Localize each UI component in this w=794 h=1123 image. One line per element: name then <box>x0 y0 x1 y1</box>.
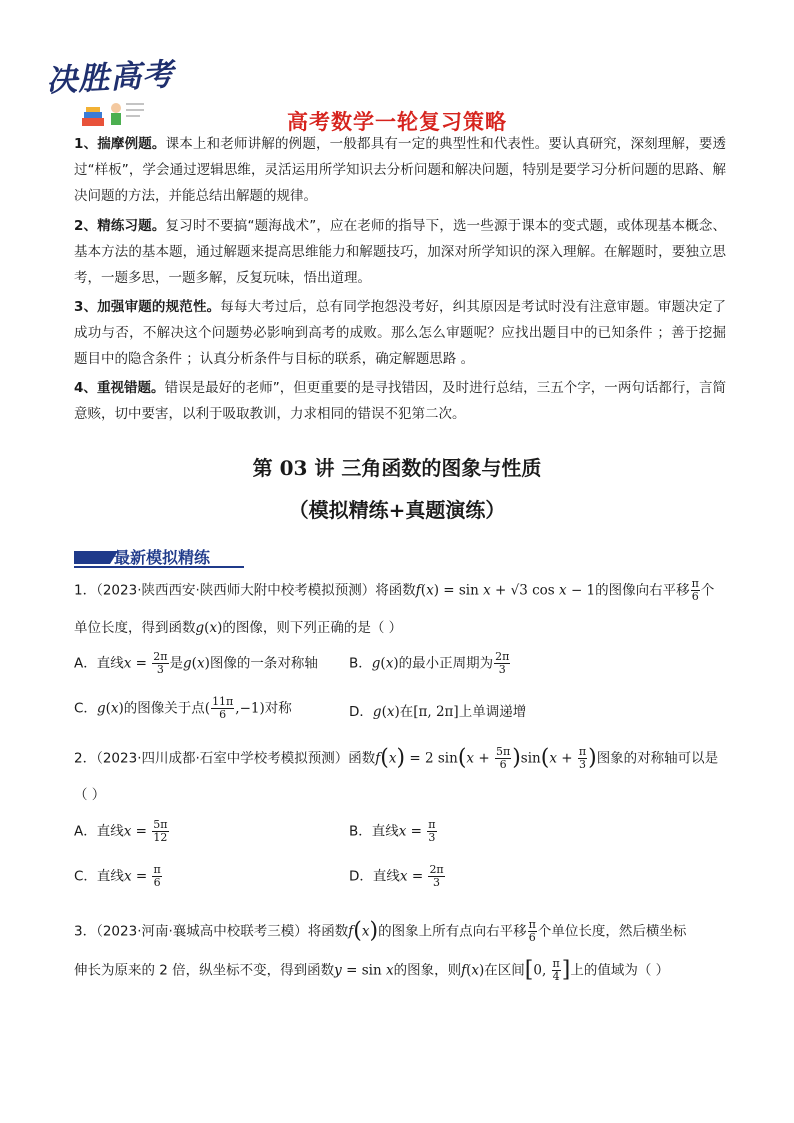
q2-option-b: B．直线x = $\frac{\pi}{3}$ <box>349 818 436 844</box>
q2-option-a: A．直线x = $\frac{5\pi}{12}$ <box>74 818 168 844</box>
option-label: D． <box>349 704 373 720</box>
question-text: 上的值域为（ ） <box>570 962 670 979</box>
strategy-item-2 <box>74 213 726 291</box>
question-3-line2: 伸长为原来的 2 倍，纵坐标不变，得到函数y = sin x的图象，则f(x)在区间[0, $\frac{\pi}{4}$ ]上的值域为（ ） <box>74 957 670 983</box>
strategy-head: 4、重视错题。 <box>74 380 165 396</box>
question-text: 伸长为原来的 2 倍，纵坐标不变，得到函数 <box>74 962 335 979</box>
question-source: （2023·河南·襄城高中校联考三模） <box>96 923 308 940</box>
strategy-body: 课本上和老师讲解的例题，一般都具有一定的典型性和代表性。要认真研究，深刻理解，要透过“样板”，学会通过逻辑思维，灵活运用所学知识去分析问题和解决问题，特别是要学习分析问题的思路、解决问题的方法，并能总结出解题的规律。 <box>74 136 726 204</box>
q2-option-d: D．直线x = $\frac{2\pi}{3}$ <box>349 863 444 889</box>
strategy-head: 2、精练习题。 <box>74 218 166 234</box>
question-text: 在区间 <box>484 962 525 979</box>
option-text: 在 <box>399 704 414 720</box>
question-text: 的图像向右平移 <box>595 582 690 599</box>
question-text: 将函数 <box>307 923 349 940</box>
question-3: 3．（2023·河南·襄城高中校联考三模）将函数f(x)的图象上所有点向右平移 $\frac{\pi}{6}$ 个单位长度，然后横坐标 <box>74 918 687 944</box>
option-text: 的最小正周期为 <box>398 655 494 672</box>
question-text: 的图象上所有点向右平移 <box>378 923 527 940</box>
question-number: 3． <box>74 923 97 940</box>
strategy-body: 复习时不要搞“题海战术”，应在老师的指导下，选一些源于课本的变式题，或体现基本概念、基本方法的基本题，通过解题来提高思维能力和解题技巧，加深对所学知识的深入理解。在解题时，要独立思考，一题多思，一题多解，反复玩味，悟出道理。 <box>74 218 726 286</box>
question-source: （2023·陕西西安·陕西师大附中校考模拟预测） <box>96 582 376 599</box>
lecture-subtitle: （模拟精练+真题演练） <box>288 498 506 522</box>
option-text: 图像的一条对称轴 <box>209 655 318 672</box>
fraction: $\frac{\pi}{6}$ <box>691 577 699 603</box>
q1-option-b: B．g(x)的最小正周期为 $\frac{2\pi}{3}$ <box>349 650 510 676</box>
strategy-head: 1、揣摩例题。 <box>74 136 166 152</box>
q1-option-c: C．g(x)的图像关于点( $\frac{11\pi}{6}$ ,−1)对称 <box>74 695 292 721</box>
option-label: C． <box>74 700 97 717</box>
question-2-paren: （ ） <box>74 787 106 803</box>
math-expr: f <box>415 582 421 599</box>
option-label: B． <box>349 655 372 672</box>
strategy-item-3 <box>74 294 726 372</box>
option-label: B．直线 <box>349 823 399 840</box>
strategy-body: 错误是最好的老师”，但更重要的是寻找错因，及时进行总结，三五个字，一两句话都行，言简意赅，切中要害，以利于吸取教训，力求相同的错误不犯第二次。 <box>74 380 726 422</box>
option-label: A．直线 <box>74 655 124 672</box>
q2-option-c: C．直线x = $\frac{\pi}{6}$ <box>74 863 161 889</box>
question-text: 个 <box>700 582 715 599</box>
question-text: 的图象，则 <box>393 962 462 979</box>
question-1-line2: 单位长度，得到函数g(x)的图像，则下列正确的是（ ） <box>74 620 403 636</box>
question-2: 2．（2023·四川成都·石室中学校考模拟预测）函数f(x) = 2 sin(x + $\frac{5\pi}{6}$ )sin(x + $\frac{\pi}{3}$ )图象的对称轴可以是 <box>74 745 719 771</box>
strategy-item-4 <box>74 375 726 427</box>
strategy-item-1 <box>74 131 726 209</box>
option-label: C．直线 <box>74 868 124 885</box>
section-banner <box>74 545 726 569</box>
question-text: 的图像，则下列正确的是（ ） <box>222 620 403 636</box>
option-text: 的图像关于点 <box>123 700 205 717</box>
lecture-title: 第 03 讲 三角函数的图象与性质 <box>252 456 542 480</box>
option-text: 对称 <box>264 700 292 717</box>
question-number: 2． <box>74 750 97 767</box>
doc-title: 高考数学一轮复习策略 <box>287 110 507 134</box>
strategy-head: 3、加强审题的规范性。 <box>74 299 221 315</box>
option-label: A．直线 <box>74 823 124 840</box>
question-text: 将函数 <box>375 582 416 599</box>
question-text: 单位长度，得到函数 <box>74 620 196 636</box>
banner-bar <box>74 551 110 564</box>
question-1: 1．（2023·陕西西安·陕西师大附中校考模拟预测）将函数f(x) = sin x + √3 cos x − 1的图像向右平移 $\frac{\pi}{6}$ 个 <box>74 577 715 603</box>
question-text: 函数 <box>348 750 376 767</box>
question-text: 图象的对称轴可以是 <box>596 750 719 767</box>
option-label: D．直线 <box>349 868 400 885</box>
banner-text: 最新模拟精练 <box>114 548 211 567</box>
q1-option-a: A．直线x = $\frac{2\pi}{3}$ 是g(x)图像的一条对称轴 <box>74 650 318 676</box>
strategy-body: 每每大考过后，总有同学抱怨没考好，纠其原因是考试时没有注意审题。审题决定了成功与否，不解决这个问题势必影响到高考的成败。那么怎么审题呢？应找出题目中的已知条件 ；善于挖掘题目中的隐含条件 ；认真分析条件与目标的联系，确定解题思路 。 <box>74 299 726 367</box>
q1-option-d: D．g(x)在[π, 2π]上单调递增 <box>349 704 527 720</box>
question-text: 个单位长度，然后横坐标 <box>537 923 687 940</box>
option-text: 上单调递增 <box>458 704 527 720</box>
logo-text: 决胜高考 <box>45 56 176 100</box>
question-source: （2023·四川成都·石室中学校考模拟预测） <box>96 750 349 767</box>
question-number: 1． <box>74 582 97 599</box>
